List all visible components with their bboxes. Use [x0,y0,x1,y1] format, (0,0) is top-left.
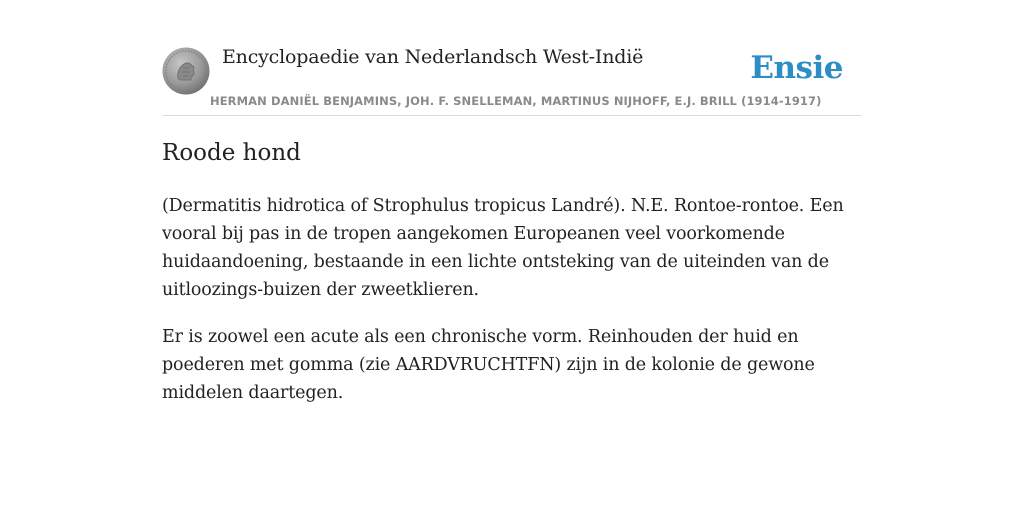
book-title[interactable]: Encyclopaedie van Nederlandsch West-Indië [222,46,644,68]
entry-paragraph: (Dermatitis hidrotica of Strophulus tropicus Landré). N.E. Rontoe-rontoe. Een vooral bij pas in de tropen aangekomen Europeanen veel voorkomende huidaandoening, bestaande in een lichte ontsteking van de uiteinden van de uitloozings-buizen der zweetklieren. [162,196,844,300]
entry-title: Roode hond [162,140,301,166]
book-header [162,40,862,116]
book-authors: HERMAN DANIËL BENJAMINS, JOH. F. SNELLEMAN, MARTINUS NIJHOFF, E.J. BRILL (1914-1917) [210,94,822,108]
entry-body [162,192,862,426]
brand-logo[interactable]: Ensie [750,50,843,86]
coin-seal-icon[interactable] [162,47,210,95]
entry-paragraph: Er is zoowel een acute als een chronische vorm. Reinhouden der huid en poederen met gomma (zie AARDVRUCHTFN) zijn in de kolonie de gewone middelen daartegen. [162,327,815,403]
